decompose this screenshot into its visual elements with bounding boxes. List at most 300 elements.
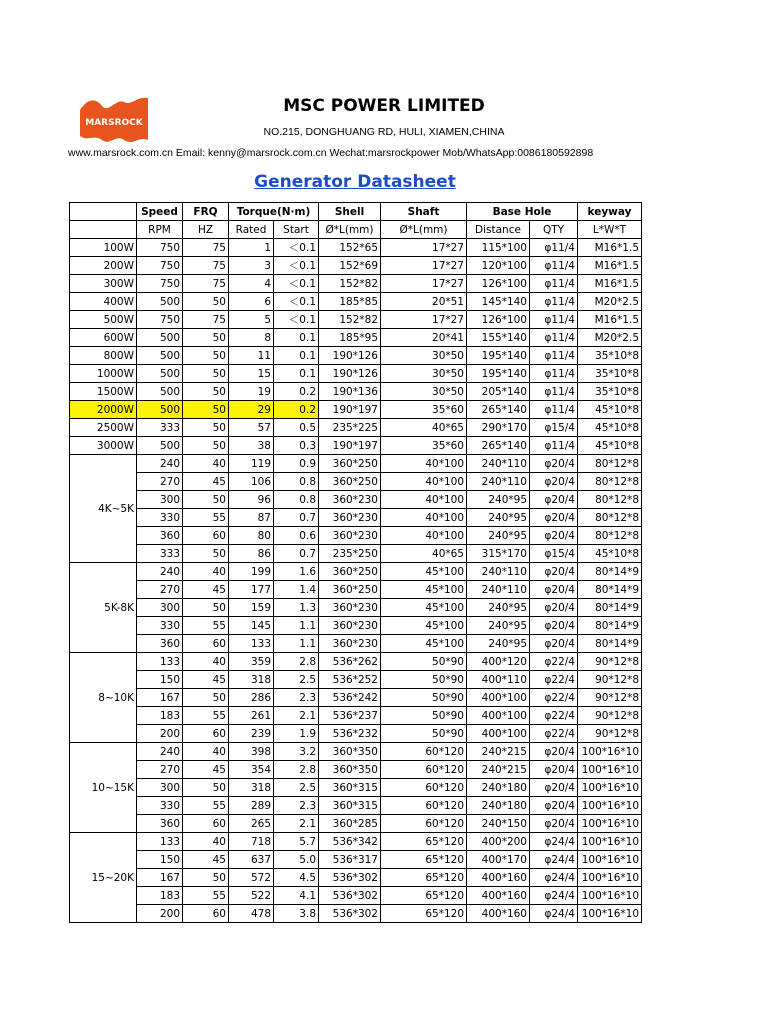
cell-keyway: 35*10*8	[578, 365, 642, 383]
table-row	[70, 833, 642, 851]
cell-shaft: 17*27	[381, 275, 467, 293]
cell-shaft: 20*41	[381, 329, 467, 347]
cell-hz: 50	[183, 293, 229, 311]
company-address: NO.215, DONGHUANG RD, HULI, XIAMEN,CHINA	[263, 126, 505, 138]
cell-shell: 152*82	[319, 311, 381, 329]
cell-base-qty: φ15/4	[530, 545, 578, 563]
table-row	[70, 527, 642, 545]
cell-base-distance: 240*95	[467, 509, 530, 527]
cell-base-qty: φ11/4	[530, 383, 578, 401]
cell-shell: 360*250	[319, 455, 381, 473]
cell-base-distance: 400*160	[467, 905, 530, 923]
cell-keyway: 100*16*10	[578, 761, 642, 779]
cell-base-distance: 240*180	[467, 797, 530, 815]
table-row	[70, 473, 642, 491]
cell-hz: 45	[183, 851, 229, 869]
cell-keyway: 100*16*10	[578, 833, 642, 851]
subheader-shaft-dim: Ø*L(mm)	[381, 221, 467, 239]
cell-keyway: 35*10*8	[578, 383, 642, 401]
cell-hz: 50	[183, 329, 229, 347]
cell-rated-torque: 5	[229, 311, 274, 329]
cell-keyway: 90*12*8	[578, 653, 642, 671]
cell-rpm: 360	[137, 635, 183, 653]
table-row	[70, 293, 642, 311]
cell-keyway: 100*16*10	[578, 815, 642, 833]
table-row	[70, 491, 642, 509]
cell-shell: 360*285	[319, 815, 381, 833]
header-torque: Torque(N·m)	[229, 203, 319, 221]
cell-rpm: 750	[137, 311, 183, 329]
cell-shaft: 65*120	[381, 851, 467, 869]
cell-power: 300W	[70, 275, 137, 293]
cell-rpm: 200	[137, 725, 183, 743]
cell-start-torque: 0.9	[274, 455, 319, 473]
cell-shell: 360*250	[319, 473, 381, 491]
cell-rpm: 270	[137, 473, 183, 491]
cell-base-distance: 240*110	[467, 473, 530, 491]
cell-rpm: 300	[137, 491, 183, 509]
cell-base-distance: 315*170	[467, 545, 530, 563]
group-label: 5K-8K	[70, 563, 137, 653]
cell-rated-torque: 265	[229, 815, 274, 833]
subheader-hz: HZ	[183, 221, 229, 239]
cell-shell: 360*250	[319, 563, 381, 581]
cell-rpm: 330	[137, 509, 183, 527]
cell-base-distance: 400*110	[467, 671, 530, 689]
cell-base-distance: 400*160	[467, 869, 530, 887]
subheader-qty: QTY	[530, 221, 578, 239]
generator-datasheet-table	[69, 202, 642, 923]
cell-base-distance: 400*100	[467, 725, 530, 743]
cell-start-torque: 1.3	[274, 599, 319, 617]
cell-shell: 235*225	[319, 419, 381, 437]
cell-rated-torque: 29	[229, 401, 274, 419]
table-row	[70, 653, 642, 671]
cell-start-torque: 3.2	[274, 743, 319, 761]
cell-rpm: 750	[137, 275, 183, 293]
cell-rated-torque: 38	[229, 437, 274, 455]
cell-start-torque: 2.5	[274, 671, 319, 689]
group-label: 4K~5K	[70, 455, 137, 563]
cell-shell: 360*350	[319, 743, 381, 761]
cell-shell: 360*230	[319, 617, 381, 635]
cell-rpm: 200	[137, 905, 183, 923]
cell-power: 3000W	[70, 437, 137, 455]
cell-hz: 60	[183, 725, 229, 743]
cell-shell: 360*315	[319, 779, 381, 797]
cell-keyway: 80*14*9	[578, 563, 642, 581]
cell-rated-torque: 159	[229, 599, 274, 617]
cell-keyway: 35*10*8	[578, 347, 642, 365]
cell-shell: 190*136	[319, 383, 381, 401]
cell-start-torque: 0.1	[274, 329, 319, 347]
cell-rated-torque: 8	[229, 329, 274, 347]
table-row	[70, 365, 642, 383]
cell-shaft: 30*50	[381, 347, 467, 365]
cell-shell: 360*350	[319, 761, 381, 779]
cell-base-distance: 240*95	[467, 527, 530, 545]
cell-rated-torque: 359	[229, 653, 274, 671]
cell-keyway: 80*14*9	[578, 599, 642, 617]
cell-rpm: 500	[137, 329, 183, 347]
cell-shaft: 40*100	[381, 509, 467, 527]
table-row	[70, 671, 642, 689]
cell-base-distance: 400*120	[467, 653, 530, 671]
cell-start-torque: 0.2	[274, 383, 319, 401]
cell-shaft: 30*50	[381, 365, 467, 383]
cell-base-qty: φ22/4	[530, 653, 578, 671]
cell-base-qty: φ15/4	[530, 419, 578, 437]
table-row	[70, 905, 642, 923]
cell-power: 200W	[70, 257, 137, 275]
cell-shaft: 40*65	[381, 419, 467, 437]
cell-shaft: 50*90	[381, 707, 467, 725]
cell-hz: 45	[183, 671, 229, 689]
cell-hz: 50	[183, 869, 229, 887]
header-base-hole: Base Hole	[467, 203, 578, 221]
table-row	[70, 815, 642, 833]
cell-rpm: 330	[137, 617, 183, 635]
cell-rpm: 750	[137, 239, 183, 257]
table-row	[70, 797, 642, 815]
table-row	[70, 887, 642, 905]
cell-shell: 190*197	[319, 401, 381, 419]
cell-shaft: 40*100	[381, 473, 467, 491]
cell-base-distance: 240*95	[467, 491, 530, 509]
cell-start-torque: 2.1	[274, 815, 319, 833]
cell-power: 600W	[70, 329, 137, 347]
cell-start-torque: 0.1	[274, 347, 319, 365]
cell-keyway: 80*12*8	[578, 455, 642, 473]
logo-text: MARSROCK	[85, 118, 143, 128]
cell-rpm: 300	[137, 779, 183, 797]
cell-base-distance: 400*170	[467, 851, 530, 869]
cell-rpm: 270	[137, 761, 183, 779]
cell-shell: 190*126	[319, 365, 381, 383]
cell-hz: 55	[183, 797, 229, 815]
cell-base-qty: φ20/4	[530, 527, 578, 545]
cell-keyway: 100*16*10	[578, 797, 642, 815]
cell-start-torque: 0.8	[274, 473, 319, 491]
cell-base-distance: 400*100	[467, 707, 530, 725]
cell-shaft: 60*120	[381, 743, 467, 761]
cell-shaft: 65*120	[381, 833, 467, 851]
cell-start-torque: 3.8	[274, 905, 319, 923]
cell-rated-torque: 478	[229, 905, 274, 923]
cell-shaft: 35*60	[381, 401, 467, 419]
cell-rpm: 167	[137, 689, 183, 707]
cell-rpm: 330	[137, 797, 183, 815]
cell-start-torque: 5.0	[274, 851, 319, 869]
cell-rated-torque: 261	[229, 707, 274, 725]
cell-rated-torque: 718	[229, 833, 274, 851]
cell-keyway: 45*10*8	[578, 419, 642, 437]
cell-rpm: 240	[137, 563, 183, 581]
cell-shell: 360*250	[319, 581, 381, 599]
cell-keyway: 90*12*8	[578, 671, 642, 689]
table-row	[70, 725, 642, 743]
group-label: 8~10K	[70, 653, 137, 743]
cell-keyway: 80*14*9	[578, 635, 642, 653]
cell-shaft: 45*100	[381, 599, 467, 617]
cell-base-distance: 240*180	[467, 779, 530, 797]
cell-hz: 75	[183, 275, 229, 293]
cell-base-qty: φ11/4	[530, 293, 578, 311]
cell-power: 400W	[70, 293, 137, 311]
cell-keyway: M16*1.5	[578, 239, 642, 257]
cell-hz: 40	[183, 743, 229, 761]
cell-shell: 152*82	[319, 275, 381, 293]
cell-base-qty: φ20/4	[530, 581, 578, 599]
cell-shell: 190*126	[319, 347, 381, 365]
cell-shell: 360*230	[319, 509, 381, 527]
cell-base-distance: 195*140	[467, 347, 530, 365]
cell-hz: 60	[183, 527, 229, 545]
cell-hz: 60	[183, 635, 229, 653]
cell-base-qty: φ20/4	[530, 743, 578, 761]
cell-rpm: 500	[137, 437, 183, 455]
cell-base-distance: 155*140	[467, 329, 530, 347]
cell-rated-torque: 6	[229, 293, 274, 311]
cell-base-qty: φ11/4	[530, 239, 578, 257]
cell-rated-torque: 177	[229, 581, 274, 599]
cell-rpm: 360	[137, 527, 183, 545]
cell-rated-torque: 133	[229, 635, 274, 653]
cell-base-qty: φ22/4	[530, 707, 578, 725]
cell-base-qty: φ22/4	[530, 671, 578, 689]
group-label: 10~15K	[70, 743, 137, 833]
company-name: MSC POWER LIMITED	[283, 96, 485, 116]
cell-base-qty: φ11/4	[530, 437, 578, 455]
cell-keyway: 80*12*8	[578, 491, 642, 509]
cell-rpm: 133	[137, 833, 183, 851]
table-row	[70, 869, 642, 887]
table-row	[70, 707, 642, 725]
cell-keyway: 45*10*8	[578, 545, 642, 563]
cell-rpm: 150	[137, 851, 183, 869]
cell-start-torque: ＜0.1	[274, 275, 319, 293]
cell-shell: 360*230	[319, 599, 381, 617]
cell-keyway: 100*16*10	[578, 851, 642, 869]
header-speed: Speed	[137, 203, 183, 221]
cell-keyway: 45*10*8	[578, 401, 642, 419]
cell-rpm: 500	[137, 383, 183, 401]
cell-base-qty: φ20/4	[530, 761, 578, 779]
cell-base-distance: 115*100	[467, 239, 530, 257]
cell-hz: 75	[183, 257, 229, 275]
cell-shaft: 60*120	[381, 761, 467, 779]
cell-keyway: 90*12*8	[578, 725, 642, 743]
cell-rpm: 333	[137, 545, 183, 563]
cell-hz: 50	[183, 779, 229, 797]
cell-start-torque: ＜0.1	[274, 293, 319, 311]
cell-rated-torque: 637	[229, 851, 274, 869]
cell-keyway: 100*16*10	[578, 743, 642, 761]
cell-keyway: M16*1.5	[578, 311, 642, 329]
cell-base-distance: 240*110	[467, 563, 530, 581]
cell-keyway: M20*2.5	[578, 293, 642, 311]
cell-keyway: 80*12*8	[578, 473, 642, 491]
cell-rpm: 750	[137, 257, 183, 275]
cell-keyway: 45*10*8	[578, 437, 642, 455]
table-row	[70, 743, 642, 761]
table-row	[70, 761, 642, 779]
table-row	[70, 347, 642, 365]
subheader-shell-dim: Ø*L(mm)	[319, 221, 381, 239]
cell-keyway: M20*2.5	[578, 329, 642, 347]
cell-base-qty: φ11/4	[530, 401, 578, 419]
cell-start-torque: 0.7	[274, 509, 319, 527]
cell-base-distance: 205*140	[467, 383, 530, 401]
cell-hz: 75	[183, 239, 229, 257]
cell-start-torque: 0.8	[274, 491, 319, 509]
cell-base-distance: 240*95	[467, 599, 530, 617]
cell-rated-torque: 522	[229, 887, 274, 905]
table-row	[70, 455, 642, 473]
cell-shaft: 60*120	[381, 779, 467, 797]
cell-hz: 55	[183, 707, 229, 725]
cell-rated-torque: 15	[229, 365, 274, 383]
cell-shell: 536*317	[319, 851, 381, 869]
cell-start-torque: 0.7	[274, 545, 319, 563]
cell-power: 500W	[70, 311, 137, 329]
cell-base-distance: 240*215	[467, 761, 530, 779]
cell-start-torque: 0.1	[274, 365, 319, 383]
subheader-start: Start	[274, 221, 319, 239]
cell-start-torque: 1.4	[274, 581, 319, 599]
cell-base-qty: φ11/4	[530, 365, 578, 383]
cell-hz: 50	[183, 599, 229, 617]
cell-base-qty: φ11/4	[530, 275, 578, 293]
table-row	[70, 383, 642, 401]
cell-start-torque: 0.5	[274, 419, 319, 437]
cell-shell: 536*242	[319, 689, 381, 707]
table-row	[70, 257, 642, 275]
cell-hz: 50	[183, 689, 229, 707]
cell-base-distance: 126*100	[467, 275, 530, 293]
cell-rated-torque: 286	[229, 689, 274, 707]
table-row	[70, 617, 642, 635]
cell-rated-torque: 318	[229, 671, 274, 689]
subheader-cell	[70, 221, 137, 239]
cell-rated-torque: 354	[229, 761, 274, 779]
cell-hz: 45	[183, 761, 229, 779]
cell-rated-torque: 57	[229, 419, 274, 437]
cell-base-distance: 195*140	[467, 365, 530, 383]
subheader-distance: Distance	[467, 221, 530, 239]
cell-base-distance: 240*215	[467, 743, 530, 761]
cell-rated-torque: 145	[229, 617, 274, 635]
cell-shell: 185*85	[319, 293, 381, 311]
cell-shell: 360*230	[319, 491, 381, 509]
cell-rated-torque: 87	[229, 509, 274, 527]
cell-shell: 536*302	[319, 887, 381, 905]
subheader-row	[70, 221, 642, 239]
cell-shell: 536*302	[319, 869, 381, 887]
cell-shell: 235*250	[319, 545, 381, 563]
cell-hz: 50	[183, 437, 229, 455]
cell-start-torque: 1.6	[274, 563, 319, 581]
cell-shaft: 40*100	[381, 527, 467, 545]
cell-keyway: 80*12*8	[578, 527, 642, 545]
cell-base-qty: φ20/4	[530, 635, 578, 653]
cell-rated-torque: 239	[229, 725, 274, 743]
cell-rated-torque: 199	[229, 563, 274, 581]
cell-shaft: 35*60	[381, 437, 467, 455]
cell-base-qty: φ20/4	[530, 563, 578, 581]
cell-shell: 536*262	[319, 653, 381, 671]
cell-hz: 50	[183, 365, 229, 383]
cell-hz: 45	[183, 581, 229, 599]
table-row	[70, 545, 642, 563]
cell-start-torque: 4.1	[274, 887, 319, 905]
cell-rated-torque: 1	[229, 239, 274, 257]
cell-shaft: 65*120	[381, 905, 467, 923]
cell-hz: 40	[183, 563, 229, 581]
cell-shaft: 30*50	[381, 383, 467, 401]
cell-keyway: 80*14*9	[578, 581, 642, 599]
cell-base-qty: φ11/4	[530, 311, 578, 329]
cell-base-qty: φ11/4	[530, 329, 578, 347]
cell-keyway: 90*12*8	[578, 689, 642, 707]
cell-base-qty: φ20/4	[530, 617, 578, 635]
cell-keyway: M16*1.5	[578, 257, 642, 275]
cell-rpm: 150	[137, 671, 183, 689]
cell-base-qty: φ24/4	[530, 833, 578, 851]
cell-hz: 50	[183, 419, 229, 437]
cell-shaft: 40*100	[381, 491, 467, 509]
datasheet-title: Generator Datasheet	[254, 172, 456, 192]
cell-base-qty: φ11/4	[530, 347, 578, 365]
cell-keyway: 80*14*9	[578, 617, 642, 635]
cell-rated-torque: 318	[229, 779, 274, 797]
table-row	[70, 419, 642, 437]
cell-rpm: 333	[137, 419, 183, 437]
cell-rpm: 270	[137, 581, 183, 599]
cell-rated-torque: 106	[229, 473, 274, 491]
cell-base-distance: 265*140	[467, 437, 530, 455]
cell-start-torque: 4.5	[274, 869, 319, 887]
cell-power: 2500W	[70, 419, 137, 437]
cell-rpm: 500	[137, 401, 183, 419]
cell-rpm: 360	[137, 815, 183, 833]
subheader-lwt: L*W*T	[578, 221, 642, 239]
cell-shaft: 17*27	[381, 311, 467, 329]
cell-shell: 536*232	[319, 725, 381, 743]
cell-start-torque: 2.3	[274, 689, 319, 707]
cell-start-torque: 2.3	[274, 797, 319, 815]
cell-shaft: 60*120	[381, 815, 467, 833]
cell-rpm: 300	[137, 599, 183, 617]
cell-shell: 536*237	[319, 707, 381, 725]
cell-shell: 536*252	[319, 671, 381, 689]
table-row	[70, 509, 642, 527]
cell-power: 2000W	[70, 401, 137, 419]
cell-rated-torque: 96	[229, 491, 274, 509]
cell-shell: 360*230	[319, 635, 381, 653]
cell-start-torque: 1.1	[274, 617, 319, 635]
cell-start-torque: ＜0.1	[274, 257, 319, 275]
cell-hz: 50	[183, 401, 229, 419]
cell-shaft: 17*27	[381, 257, 467, 275]
group-label: 15~20K	[70, 833, 137, 923]
cell-shell: 360*230	[319, 527, 381, 545]
cell-rated-torque: 86	[229, 545, 274, 563]
cell-rpm: 133	[137, 653, 183, 671]
cell-start-torque: ＜0.1	[274, 311, 319, 329]
header-shaft: Shaft	[381, 203, 467, 221]
cell-start-torque: 1.1	[274, 635, 319, 653]
